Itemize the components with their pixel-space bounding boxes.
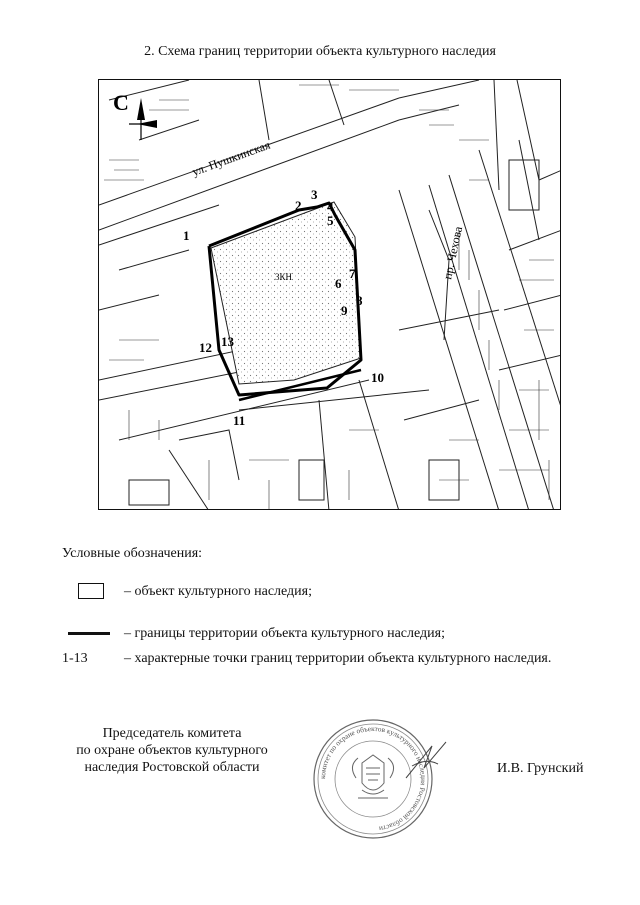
legend-box-icon [62, 582, 118, 604]
point-label-12: 12 [199, 340, 212, 355]
point-label-11: 11 [233, 413, 246, 428]
legend-item-text: – границы территории объекта культурного наследия; [124, 626, 445, 641]
map-drawing [99, 80, 561, 510]
north-arrow-icon [129, 98, 157, 140]
point-label-9: 9 [341, 303, 348, 318]
point-label-1: 1 [183, 228, 190, 243]
legend-item-heritage-object [62, 582, 622, 604]
point-label-2: 2 [295, 198, 302, 213]
point-label-13: 13 [221, 334, 234, 349]
building-label: 3КН [275, 272, 293, 282]
point-label-8: 8 [356, 293, 363, 308]
heritage-building [211, 202, 361, 384]
legend-item-text: – объект культурного наследия; [124, 584, 312, 599]
document-title: 2. Схема границ территории объекта культурного наследия [144, 44, 496, 59]
point-label-3: 3 [311, 187, 318, 202]
legend-item-territory-boundary [62, 624, 622, 646]
legend-item-text: – характерные точки границ территории объекта культурного наследия. [124, 651, 552, 666]
north-label: С [113, 90, 129, 115]
legend-title: Условные обозначения: [62, 546, 203, 561]
legend-line-icon [62, 624, 118, 646]
site-boundary-map [98, 79, 561, 510]
point-label-10: 10 [371, 370, 384, 385]
signatory-position: Председатель комитета по охране объектов культурного наследия Ростовской области [76, 726, 268, 775]
point-label-4: 4 [327, 199, 334, 214]
legend-item-boundary-points [62, 649, 622, 671]
point-label-5: 5 [327, 213, 334, 228]
signatory-name: И.В. Грунский [497, 761, 584, 776]
point-label-7: 7 [349, 266, 356, 281]
street-label-chekhova: пр. Чехова [440, 225, 466, 281]
street-label-pushkinskaya: ул. Пушкинская [190, 137, 272, 179]
svg-text:комитет по охране объектов кул: комитет по охране объектов культурного наследия Ростовской области [317, 723, 429, 834]
handwritten-signature-icon [402, 738, 452, 784]
legend-range-label: 1-13 [62, 651, 88, 666]
point-label-6: 6 [335, 276, 342, 291]
